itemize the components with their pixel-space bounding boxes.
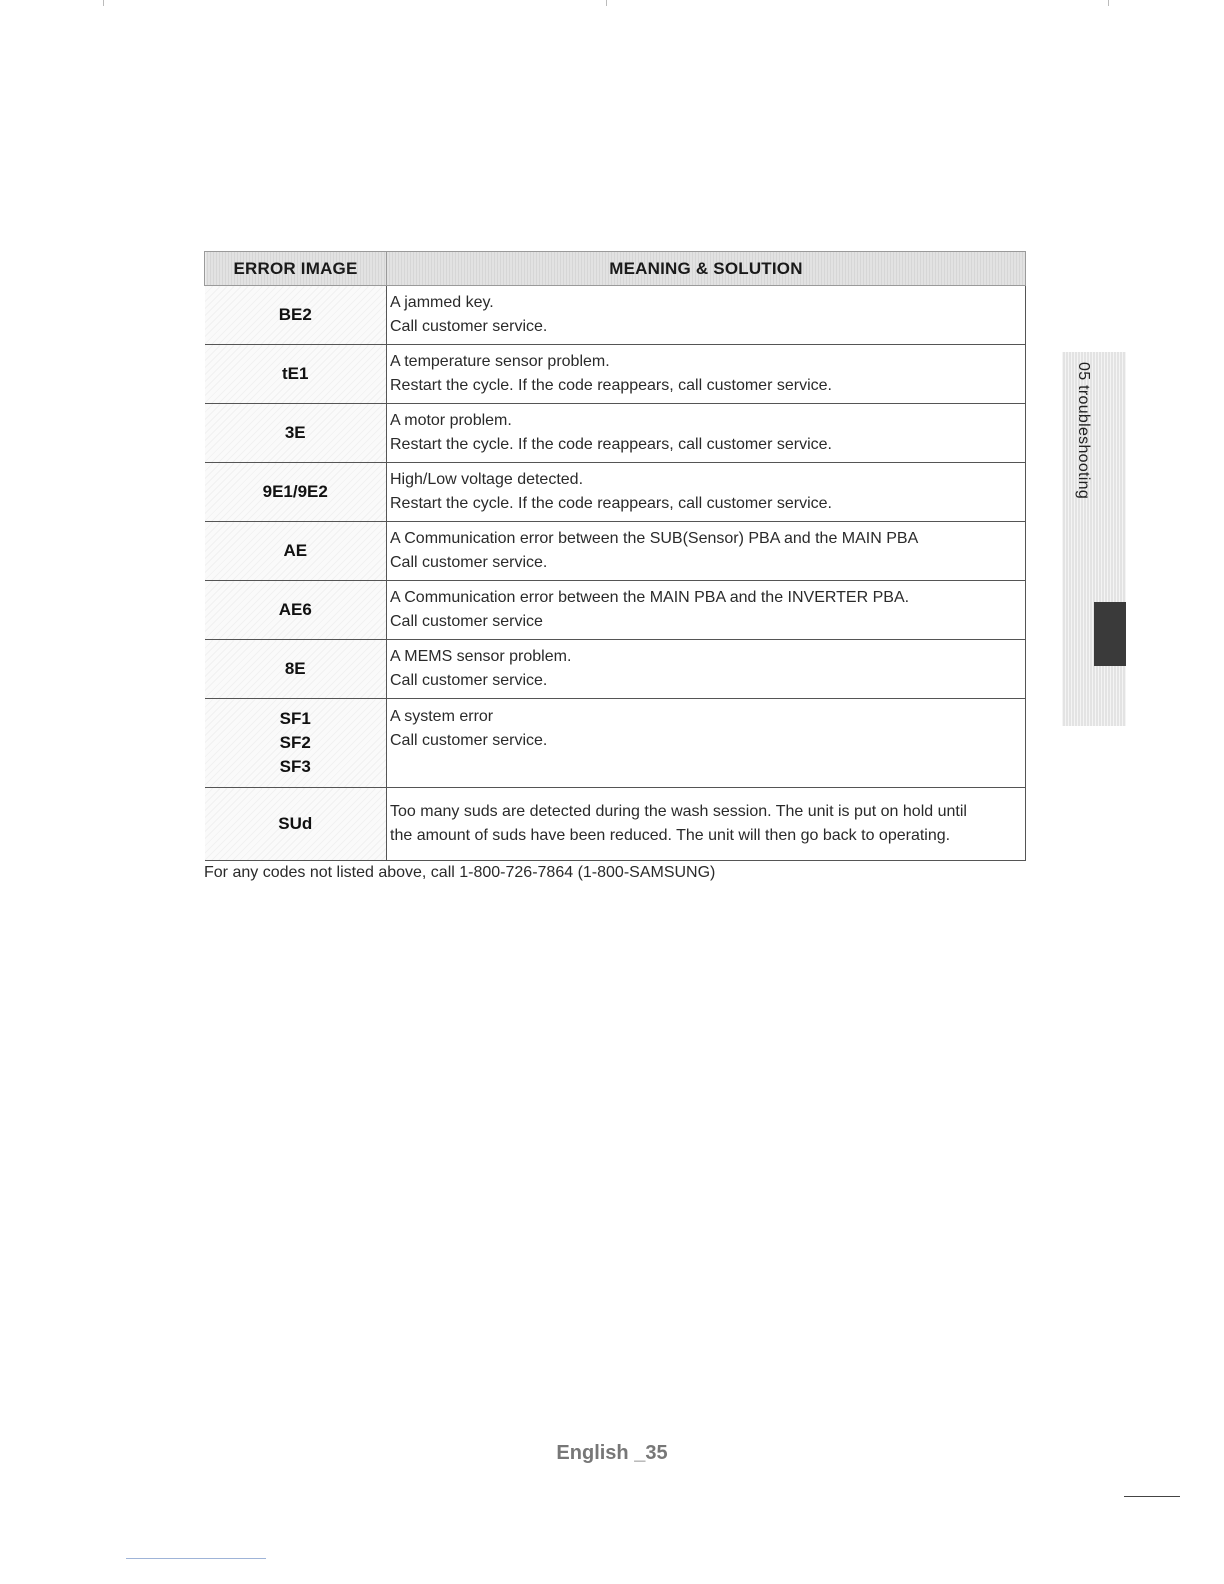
solution-line: Call customer service. bbox=[390, 732, 548, 749]
crop-mark bbox=[1108, 0, 1109, 6]
section-side-tab-marker bbox=[1094, 602, 1126, 666]
error-code-table bbox=[204, 251, 1026, 861]
bottom-left-rule bbox=[126, 1558, 266, 1559]
solution-line: Call customer service bbox=[390, 613, 543, 630]
meaning-line: A MEMS sensor problem. bbox=[390, 648, 572, 665]
error-code: 9E1/9E2 bbox=[205, 463, 387, 522]
section-side-tab-label: 05 troubleshooting bbox=[1075, 362, 1092, 500]
table-row bbox=[205, 640, 1026, 699]
table-row bbox=[205, 581, 1026, 640]
error-code: AE6 bbox=[205, 581, 387, 640]
solution-line: Restart the cycle. If the code reappears, call customer service. bbox=[390, 495, 832, 512]
error-code: SF1 bbox=[279, 709, 311, 728]
meaning-line: A jammed key. bbox=[390, 294, 494, 311]
meaning-line: High/Low voltage detected. bbox=[390, 471, 584, 488]
crop-mark bbox=[606, 0, 607, 6]
table-row-suds bbox=[205, 788, 1026, 861]
error-meaning bbox=[387, 345, 1026, 404]
error-code: 3E bbox=[205, 404, 387, 463]
meaning-line: Too many suds are detected during the wash session. The unit is put on hold until bbox=[390, 803, 967, 820]
table-row-system-error bbox=[205, 699, 1026, 788]
table-header-row bbox=[205, 252, 1026, 286]
meaning-line: A system error bbox=[390, 708, 494, 725]
header-error-image: ERROR IMAGE bbox=[205, 252, 387, 286]
error-meaning bbox=[387, 581, 1026, 640]
table-row bbox=[205, 286, 1026, 345]
error-code: SF2 bbox=[279, 733, 311, 752]
error-code: SF3 bbox=[279, 757, 311, 776]
table-row bbox=[205, 404, 1026, 463]
table-row bbox=[205, 522, 1026, 581]
solution-line: Restart the cycle. If the code reappears, call customer service. bbox=[390, 377, 832, 394]
error-meaning bbox=[387, 404, 1026, 463]
table-row bbox=[205, 463, 1026, 522]
meaning-line: A temperature sensor problem. bbox=[390, 353, 610, 370]
solution-line: Call customer service. bbox=[390, 672, 548, 689]
solution-line: Call customer service. bbox=[390, 554, 548, 571]
meaning-line: A Communication error between the SUB(Sensor) PBA and the MAIN PBA bbox=[390, 530, 919, 547]
error-meaning bbox=[387, 788, 1026, 861]
error-meaning bbox=[387, 286, 1026, 345]
error-meaning bbox=[387, 699, 1026, 788]
meaning-line: A Communication error between the MAIN PBA and the INVERTER PBA. bbox=[390, 589, 910, 606]
error-code: SUd bbox=[205, 788, 387, 861]
error-code-group bbox=[205, 699, 387, 788]
error-code: tE1 bbox=[205, 345, 387, 404]
error-code: BE2 bbox=[205, 286, 387, 345]
error-meaning bbox=[387, 522, 1026, 581]
error-code: 8E bbox=[205, 640, 387, 699]
page-number: English _35 bbox=[556, 1442, 668, 1464]
table-row bbox=[205, 345, 1026, 404]
bottom-right-rule bbox=[1124, 1496, 1180, 1497]
footnote-contact: For any codes not listed above, call 1-800-726-7864 (1-800-SAMSUNG) bbox=[204, 864, 716, 881]
meaning-line: the amount of suds have been reduced. The unit will then go back to operating. bbox=[390, 827, 951, 844]
solution-line: Call customer service. bbox=[390, 318, 548, 335]
meaning-line: A motor problem. bbox=[390, 412, 512, 429]
crop-mark bbox=[103, 0, 104, 6]
error-meaning bbox=[387, 640, 1026, 699]
error-code: AE bbox=[205, 522, 387, 581]
error-meaning bbox=[387, 463, 1026, 522]
header-meaning-solution: MEANING & SOLUTION bbox=[387, 252, 1026, 286]
solution-line: Restart the cycle. If the code reappears, call customer service. bbox=[390, 436, 832, 453]
